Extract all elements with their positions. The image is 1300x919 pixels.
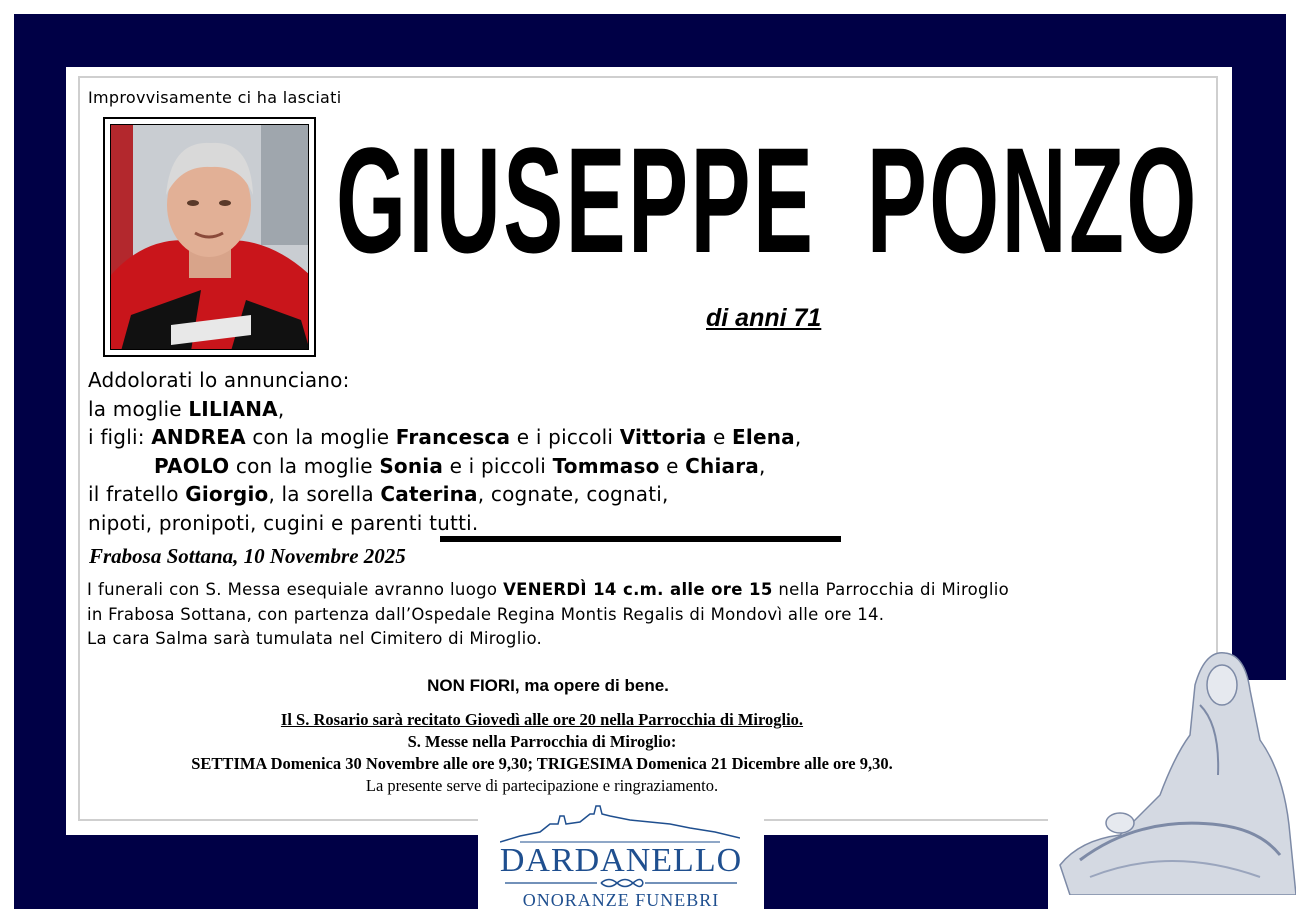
- deceased-age: di anni 71: [706, 304, 822, 332]
- place-date: Frabosa Sottana, 10 Novembre 2025: [89, 544, 406, 568]
- deceased-photo: [110, 124, 309, 350]
- family-line: [88, 395, 801, 424]
- family-name: Caterina: [380, 482, 478, 506]
- family-name: Elena: [732, 425, 795, 449]
- pieta-statue-icon: [1050, 645, 1296, 895]
- family-line: [88, 509, 801, 538]
- family-text: con la moglie: [229, 453, 380, 478]
- family-text: nipoti, pronipoti, cugini e parenti tutti.: [88, 510, 479, 535]
- family-text: ,: [758, 453, 766, 478]
- funeral-text: nella Parrocchia di Miroglio in Frabosa Sottana, con partenza dall’Ospedale Regina Montis Regalis di Mondovì alle ore 14.: [87, 580, 1009, 624]
- funeral-details: [87, 578, 1009, 652]
- family-text: la moglie: [88, 396, 189, 421]
- family-text: e: [706, 425, 733, 449]
- funeral-paragraph: [87, 578, 1009, 627]
- family-name: Sonia: [379, 453, 444, 478]
- family-text: con la moglie: [245, 425, 396, 449]
- family-text: , la sorella: [268, 482, 381, 506]
- family-text: il fratello: [88, 482, 186, 506]
- family-name: Giorgio: [185, 482, 269, 506]
- logo-name: DARDANELLO: [499, 842, 743, 879]
- funeral-text: I funerali con S. Messa esequiale avranno luogo: [87, 580, 504, 599]
- family-name: ANDREA: [151, 425, 246, 449]
- village-skyline-icon: [500, 802, 740, 844]
- family-name: LILIANA: [188, 396, 278, 421]
- family-text: e i piccoli: [510, 425, 620, 449]
- deceased-photo-frame: [103, 117, 316, 357]
- logo-subtitle: ONORANZE FUNEBRI: [522, 890, 720, 910]
- family-line: [88, 480, 801, 509]
- burial-paragraph: La cara Salma sarà tumulata nel Cimitero di Miroglio.: [87, 629, 543, 648]
- masses-heading: S. Messe nella Parrocchia di Miroglio:: [407, 732, 677, 751]
- family-name: Vittoria: [619, 425, 707, 449]
- family-line: [88, 452, 801, 481]
- family-announcement: [88, 366, 801, 537]
- family-name: PAOLO: [154, 453, 230, 478]
- family-text: ,: [794, 425, 802, 449]
- mass-notes: [87, 709, 997, 797]
- family-text: i figli:: [88, 425, 152, 449]
- deceased-name: GIUSEPPE PONZO: [336, 116, 1199, 284]
- family-name: Francesca: [395, 425, 511, 449]
- closing-note: La presente serve di partecipazione e ringraziamento.: [365, 776, 719, 795]
- family-line: [88, 423, 801, 452]
- funeral-date: VENERDÌ 14 c.m. alle ore 15: [503, 580, 773, 599]
- masses-dates: SETTIMA Domenica 30 Novembre alle ore 9,30; TRIGESIMA Domenica 21 Dicembre alle ore 9,30.: [191, 754, 893, 773]
- intro-text: Improvvisamente ci ha lasciati: [88, 88, 342, 107]
- family-text: e: [659, 453, 686, 478]
- family-line-text: Addolorati lo annunciano:: [88, 368, 350, 392]
- rosary-note: Il S. Rosario sarà recitato Giovedì alle ore 20 nella Parrocchia di Miroglio.: [280, 710, 804, 729]
- ornament-icon: [505, 876, 737, 890]
- family-name: Chiara: [685, 453, 759, 478]
- family-text: ,: [277, 396, 285, 421]
- divider-rule: [440, 536, 841, 542]
- no-flowers-note: NON FIORI, ma opere di bene.: [427, 676, 669, 695]
- family-text: , cognate, cognati,: [477, 482, 669, 506]
- family-name: Tommaso: [552, 453, 660, 478]
- family-line: [88, 366, 801, 395]
- family-text: e i piccoli: [443, 453, 553, 478]
